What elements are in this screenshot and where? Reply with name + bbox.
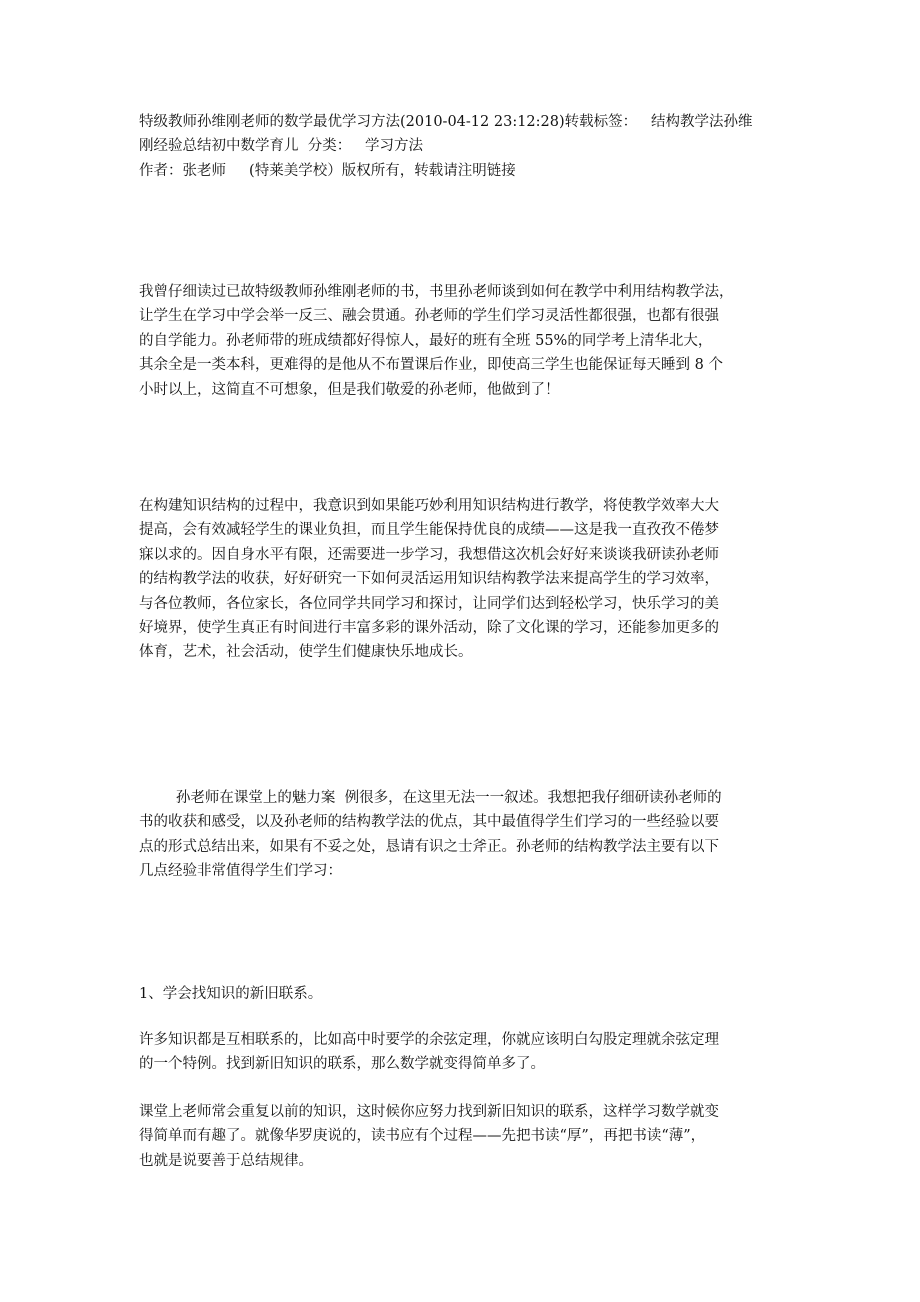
text-line: 许多知识都是互相联系的，比如高中时要学的余弦定理，你就应该明白勾股定理就余弦定理 [139,1032,719,1048]
text-line: 的自学能力。孙老师带的班成绩都好得惊人，最好的班有全班 55%的同学考上清华北大， [139,332,713,349]
text-line: 小时以上，这简直不可想象，但是我们敬爱的孙老师，他做到了！ [139,381,560,398]
text-line: 好境界，使学生真正有时间进行丰富多彩的课外活动，除了文化课的学习，还能参加更多的 [139,620,719,637]
text-line: 我曾仔细读过已故特级教师孙维刚老师的书，书里孙老师谈到如何在教学中利用结构教学法， [139,284,734,300]
text-line: 书的收获和感受，以及孙老师的结构教学法的优点，其中最值得学生们学习的一些经验以要 [139,814,719,831]
text-line: 孙老师在课堂上的魅力案 例很多，在这里无法一一叙述。我想把我仔细研读孙老师的 [139,790,722,806]
paragraph-knowledge-structure [139,494,789,665]
paragraph-classroom-review [139,1100,789,1173]
article-title-line: 特级教师孙维刚老师的数学最优学习方法(2010-04-12 23:12:28)转载标签： 结构教学法孙维 [139,114,753,130]
text-line: 几点经验非常值得学生们学习： [139,863,342,880]
text-line: 寐以求的。因自身水平有限，还需要进一步学习，我想借这次机会好好来谈谈我研读孙老师 [139,546,719,563]
text-line: 让学生在学习中学会举一反三、融会贯通。孙老师的学生们学习灵活性都很强，也都有很强 [139,308,719,325]
section-heading [139,982,789,1006]
text-line: 提高，会有效减轻学生的课业负担，而且学生能保持优良的成绩——这是我一直孜孜不倦梦 [139,522,719,539]
text-line: 的一个特例。找到新旧知识的联系，那么数学就变得简单多了。 [139,1056,545,1073]
text-line: 体育，艺术，社会活动，使学生们健康快乐地成长。 [139,644,473,661]
paragraph-knowledge-links [139,1028,789,1077]
text-line: 在构建知识结构的过程中，我意识到如果能巧妙利用知识结构进行教学，将使教学效率大大 [139,498,719,514]
paragraph-intro [139,280,789,402]
text-line: 课堂上老师常会重复以前的知识，这时候你应努力找到新旧知识的联系，这样学习数学就变 [139,1104,719,1120]
article-author-line: 作者：张老师 (特莱美学校）版权所有，转载请注明链接 [139,162,516,179]
article-tags-line: 刚经验总结初中数学育儿 分类： 学习方法 [139,138,424,155]
text-line: 与各位教师，各位家长，各位同学共同学习和探讨，让同学们达到轻松学习，快乐学习的美 [139,595,719,612]
text-line: 的结构教学法的收获，好好研究一下如何灵活运用知识结构教学法来提高学生的学习效率， [139,571,719,588]
heading-text: 1、学会找知识的新旧联系。 [139,986,323,1002]
paragraph-classroom [139,786,789,884]
text-line: 其余全是一类本科，更难得的是他从不布置课后作业，即使高三学生也能保证每天睡到 8 个 [139,357,723,374]
text-line: 也就是说要善于总结规律。 [139,1152,313,1169]
text-line: 点的形式总结出来，如果有不妥之处，恳请有识之士斧正。孙老师的结构教学法主要有以下 [139,838,719,855]
article-header [139,110,789,183]
text-line: 得简单而有趣了。就像华罗庚说的，读书应有个过程——先把书读“厚”，再把书读“薄”， [139,1128,706,1145]
